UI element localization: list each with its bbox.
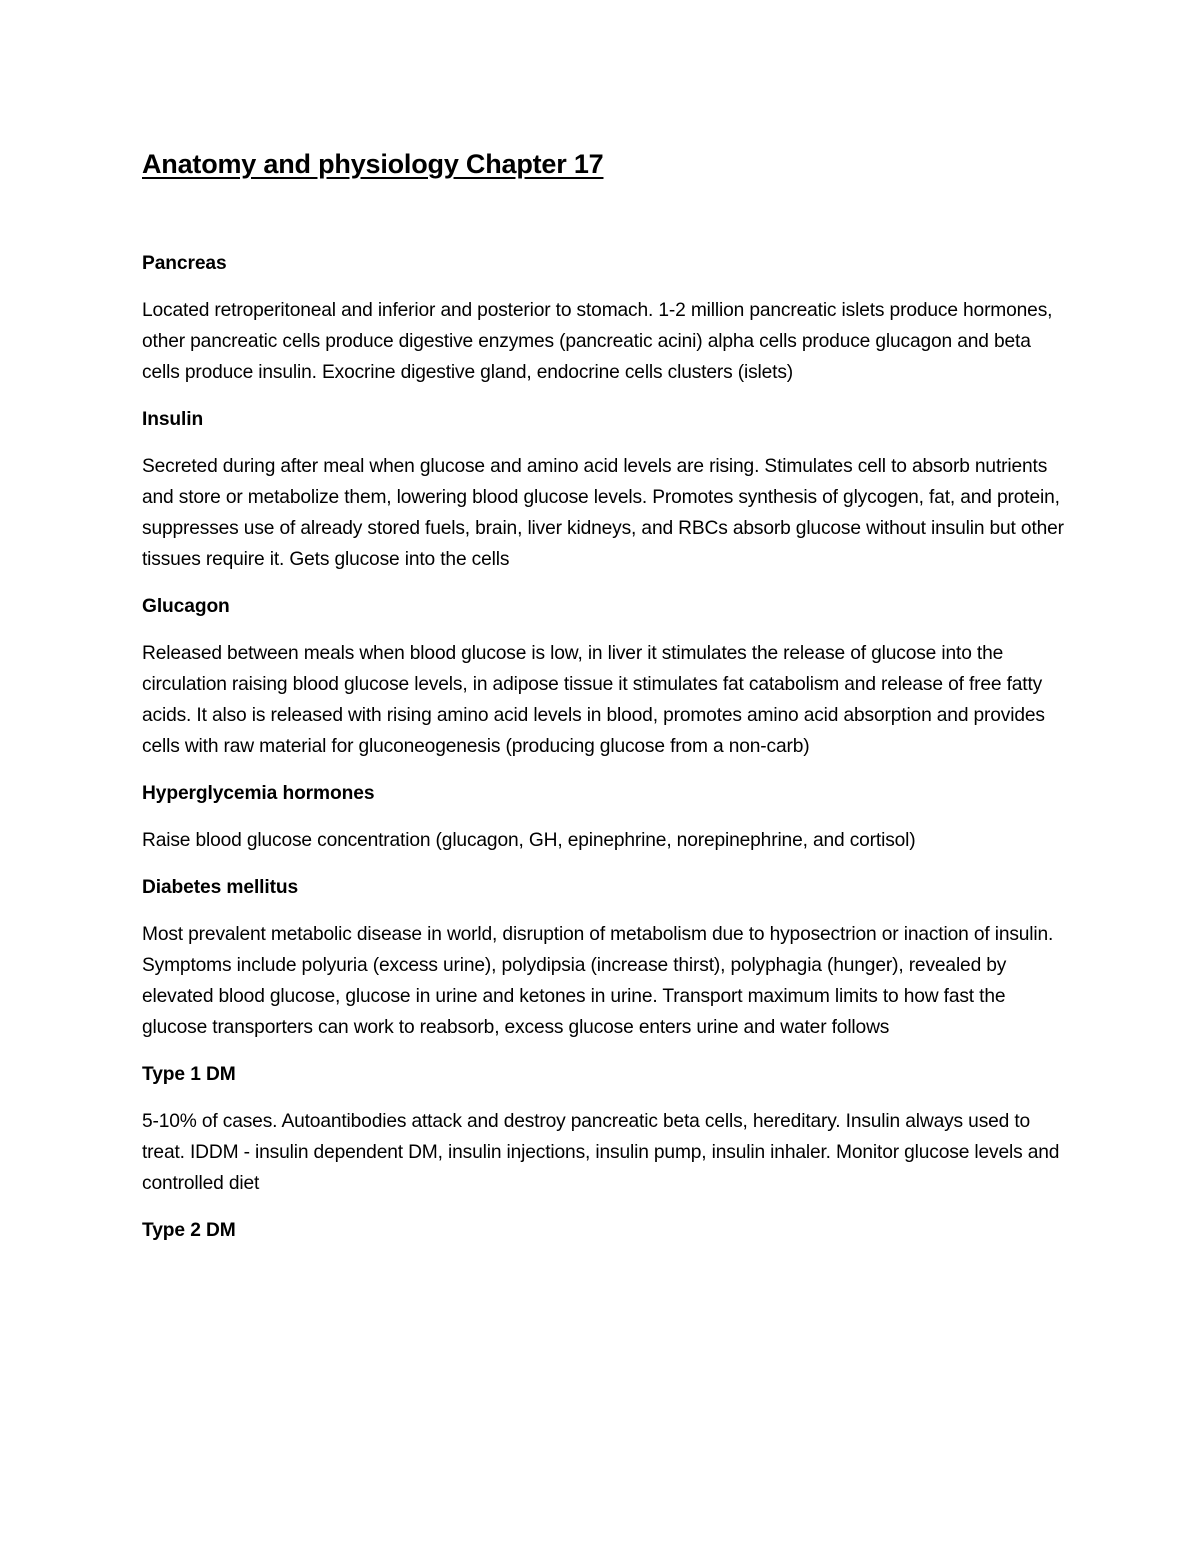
section-heading: Type 1 DM (142, 1064, 236, 1085)
section-heading: Diabetes mellitus (142, 877, 299, 898)
document-content (142, 146, 1072, 1262)
section-pancreas (142, 248, 1072, 388)
section-body: Released between meals when blood glucose is low, in liver it stimulates the release of glucose into the circulation raising blood glucose levels, in adipose tissue it stimulates fat catabolism and release of free fatty acids. It also is released with rising amino acid levels in blood, promotes amino acid absorption and provides cells with raw material for gluconeogenesis (producing glucose from a non-carb) (142, 643, 1045, 757)
document-title: Anatomy and physiology Chapter 17 (142, 149, 604, 179)
section-body: Located retroperitoneal and inferior and posterior to stomach. 1-2 million pancreatic islets produce hormones, other pancreatic cells produce digestive enzymes (pancreatic acini) alpha cells produce glucagon and beta cells produce insulin. Exocrine digestive gland, endocrine cells clusters (islets) (142, 300, 1053, 383)
section-heading: Glucagon (142, 596, 230, 617)
section-heading: Pancreas (142, 253, 227, 274)
section-body: 5-10% of cases. Autoantibodies attack and destroy pancreatic beta cells, hereditary. Insulin always used to treat. IDDM - insulin dependent DM, insulin injections, insulin pump, insulin inhaler. Monitor glucose levels and controlled diet (142, 1111, 1060, 1194)
section-heading: Hyperglycemia hormones (142, 783, 375, 804)
section-type-2-dm (142, 1215, 1072, 1246)
section-diabetes-mellitus (142, 872, 1072, 1043)
section-type-1-dm (142, 1059, 1072, 1199)
section-heading: Insulin (142, 409, 204, 430)
section-heading: Type 2 DM (142, 1220, 236, 1241)
section-insulin (142, 404, 1072, 575)
section-body: Raise blood glucose concentration (glucagon, GH, epinephrine, norepinephrine, and cortisol) (142, 830, 916, 851)
section-body: Secreted during after meal when glucose and amino acid levels are rising. Stimulates cell to absorb nutrients and store or metabolize them, lowering blood glucose levels. Promotes synthesis of glycogen, fat, and protein, suppresses use of already stored fuels, brain, liver kidneys, and RBCs absorb glucose without insulin but other tissues require it. Gets glucose into the cells (142, 456, 1064, 570)
section-hyperglycemia-hormones (142, 778, 1072, 856)
section-body: Most prevalent metabolic disease in world, disruption of metabolism due to hyposectrion or inaction of insulin. Symptoms include polyuria (excess urine), polydipsia (increase thirst), polyphagia (hunger), revealed by elevated blood glucose, glucose in urine and ketones in urine. Transport maximum limits to how fast the glucose transporters can work to reabsorb, excess glucose enters urine and water follows (142, 924, 1054, 1038)
section-glucagon (142, 591, 1072, 762)
